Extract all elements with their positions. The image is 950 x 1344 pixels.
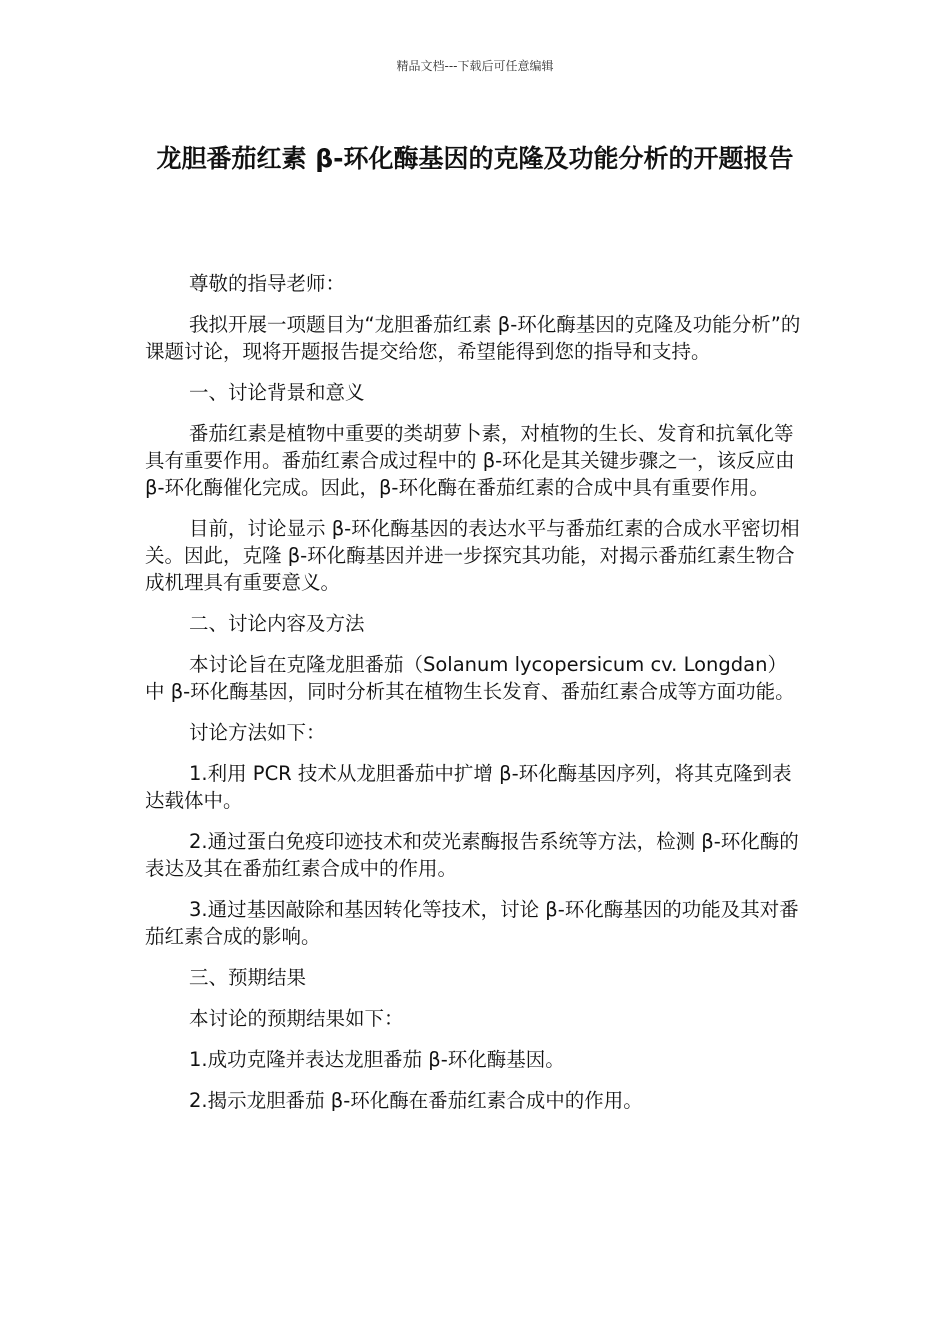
header-note: 精品文档---下载后可任意编辑 [396, 59, 554, 73]
section-heading-content-methods: 二、讨论内容及方法 [189, 612, 365, 635]
expected-results-intro: 本讨论的预期结果如下： [189, 1007, 404, 1030]
section-heading-expected-results: 三、预期结果 [189, 966, 307, 989]
methods-intro: 讨论方法如下： [189, 721, 326, 744]
content-paragraph: 本讨论旨在克隆龙胆番茄（Solanum lycopersicum cv. Longdan）中 β-环化酶基因，同时分析其在植物生长发育、番茄红素合成等方面功能。 [145, 653, 795, 703]
background-paragraph-2: 目前，讨论显示 β-环化酶基因的表达水平与番茄红素的合成水平密切相关。因此，克隆 β-环化酶基因并进一步探究其功能，对揭示番茄红素生物合成机理具有重要意义。 [145, 517, 800, 594]
document-title: 龙胆番茄红素 β-环化酶基因的克隆及功能分析的开题报告 [156, 144, 794, 173]
background-paragraph-1: 番茄红素是植物中重要的类胡萝卜素，对植物的生长、发育和抗氧化等具有重要作用。番茄红素合成过程中的 β-环化是其关键步骤之一，该反应由 β-环化酶催化完成。因此，β-环化酶在番茄红素的合成中具有重要作用。 [145, 422, 795, 499]
salutation: 尊敬的指导老师： [189, 272, 346, 295]
method-item-2: 2.通过蛋白免疫印迹技术和荧光素酶报告系统等方法，检测 β-环化酶的表达及其在番茄红素合成中的作用。 [145, 830, 799, 880]
method-item-1: 1.利用 PCR 技术从龙胆番茄中扩增 β-环化酶基因序列，将其克隆到表达载体中。 [145, 762, 792, 812]
expected-result-item-2: 2.揭示龙胆番茄 β-环化酶在番茄红素合成中的作用。 [189, 1089, 643, 1112]
document-body [145, 270, 805, 1128]
section-heading-background: 一、讨论背景和意义 [189, 381, 365, 404]
method-item-3: 3.通过基因敲除和基因转化等技术，讨论 β-环化酶基因的功能及其对番茄红素合成的影响。 [145, 898, 799, 948]
intro-paragraph: 我拟开展一项题目为“龙胆番茄红素 β-环化酶基因的克隆及功能分析”的课题讨论，现将开题报告提交给您，希望能得到您的指导和支持。 [145, 313, 801, 363]
expected-result-item-1: 1.成功克隆并表达龙胆番茄 β-环化酶基因。 [189, 1048, 565, 1071]
